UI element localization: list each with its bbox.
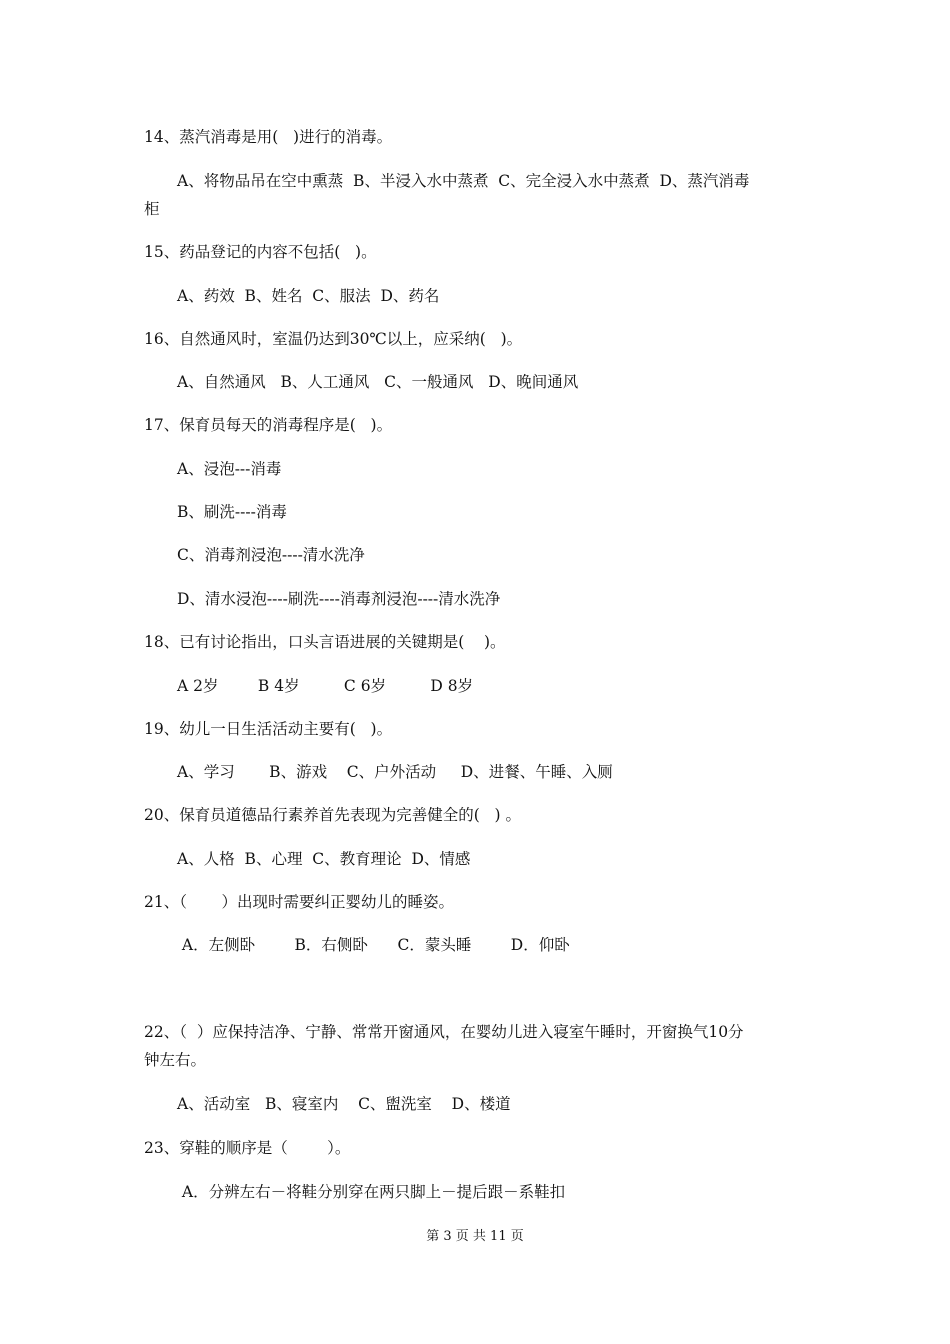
- question-22-stem: 22、（ ）应保持洁净、宁静、常常开窗通风，在婴幼儿进入寝室午睡时，开窗换气10分: [144, 1023, 744, 1041]
- question-17-stem: 17、保育员每天的消毒程序是( )。: [144, 416, 393, 434]
- question-21-options: A．左侧卧 B．右侧卧 C．蒙头睡 D．仰卧: [177, 936, 570, 954]
- question-23-option-a: A．分辨左右－将鞋分别穿在两只脚上－提后跟－系鞋扣: [177, 1183, 566, 1201]
- question-19-stem: 19、幼儿一日生活活动主要有( )。: [144, 720, 393, 738]
- question-21-stem: 21、（ ）出现时需要纠正婴幼儿的睡姿。: [144, 893, 454, 911]
- question-20-stem: 20、保育员道德品行素养首先表现为完善健全的( ) 。: [144, 806, 522, 824]
- question-18-options: A 2岁 B 4岁 C 6岁 D 8岁: [177, 677, 474, 695]
- question-14-options: A、将物品吊在空中熏蒸 B、半浸入水中蒸煮 C、完全浸入水中蒸煮 D、蒸汽消毒: [177, 172, 750, 190]
- question-15-options: A、药效 B、姓名 C、服法 D、药名: [177, 287, 440, 305]
- question-20-options: A、人格 B、心理 C、教育理论 D、情感: [177, 850, 471, 868]
- question-14-stem: 14、蒸汽消毒是用( )进行的消毒。: [144, 128, 393, 146]
- question-15-stem: 15、药品登记的内容不包括( )。: [144, 243, 377, 261]
- question-16-options: A、自然通风 B、人工通风 C、一般通风 D、晚间通风: [177, 373, 579, 391]
- question-17-option-b: B、刷洗----消毒: [177, 503, 287, 521]
- question-16-stem: 16、自然通风时，室温仍达到30℃以上，应采纳( )。: [144, 330, 523, 348]
- question-17-option-d: D、清水浸泡----刷洗----消毒剂浸泡----清水洗净: [177, 590, 501, 608]
- question-17-option-c: C、消毒剂浸泡----清水洗净: [177, 546, 365, 564]
- question-17-option-a: A、浸泡---消毒: [177, 460, 282, 478]
- question-18-stem: 18、已有讨论指出，口头言语进展的关键期是( )。: [144, 633, 506, 651]
- question-14-options-continued: 柜: [144, 200, 160, 218]
- question-19-options: A、学习 B、游戏 C、户外活动 D、进餐、午睡、入厕: [177, 763, 613, 781]
- question-22-stem-continued: 钟左右。: [144, 1051, 207, 1069]
- question-23-stem: 23、穿鞋的顺序是（ ）。: [144, 1139, 351, 1157]
- question-22-options: A、活动室 B、寝室内 C、盥洗室 D、楼道: [177, 1095, 511, 1113]
- page-number-footer: 第 3 页 共 11 页: [426, 1229, 524, 1244]
